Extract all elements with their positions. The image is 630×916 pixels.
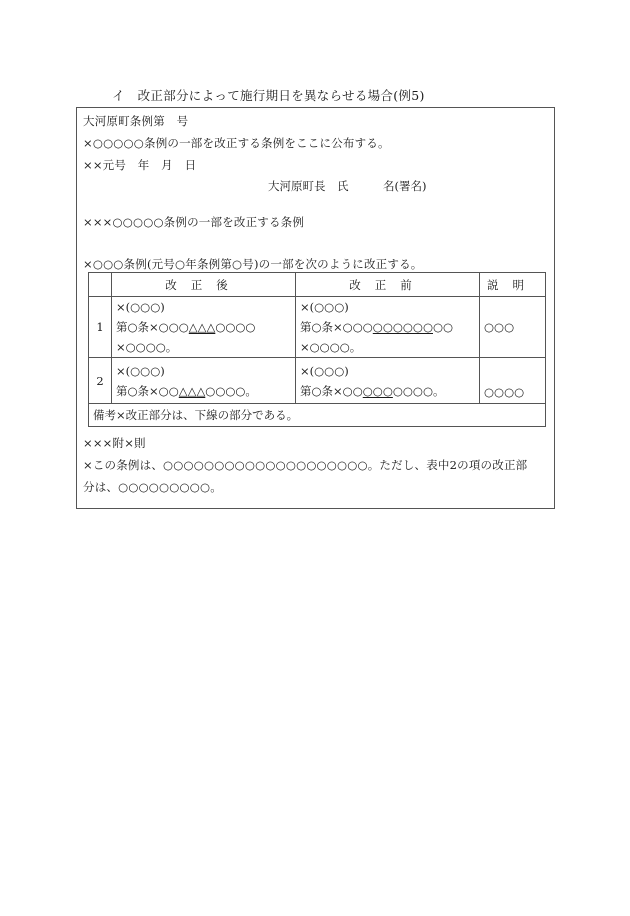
header-description: 説明 xyxy=(480,273,546,297)
after-amendment-cell xyxy=(112,297,296,358)
underlined-amended-text: △△△ xyxy=(178,383,206,398)
text-segment: ○○○○ xyxy=(215,320,256,334)
ordinance-document-box xyxy=(76,107,555,509)
row-number: 2 xyxy=(89,358,112,404)
table-note-row xyxy=(89,404,546,427)
amendment-comparison-table xyxy=(88,272,546,427)
underlined-original-text: ○○○○○○ xyxy=(372,320,433,334)
table-row xyxy=(89,358,546,404)
promulgation-date: ××元号 年 月 日 xyxy=(83,158,197,172)
table-header-row xyxy=(89,273,546,297)
before-line3: ×○○○○。 xyxy=(300,340,362,354)
row-number: 1 xyxy=(89,297,112,358)
text-segment: 第○条×○○ xyxy=(300,383,363,398)
before-line1: ×(○○○) xyxy=(300,300,349,314)
table-note: 備考×改正部分は、下線の部分である。 xyxy=(89,404,546,427)
before-amendment-cell xyxy=(296,297,480,358)
header-before-amendment: 改正前 xyxy=(296,273,480,297)
after-line3: ×○○○○。 xyxy=(116,340,178,354)
header-number xyxy=(89,273,112,297)
mayor-signature: 大河原町長 氏 名(署名) xyxy=(268,179,427,193)
header-after-amendment: 改正後 xyxy=(112,273,296,297)
text-segment: ○○○○。 xyxy=(205,383,257,398)
after-line2 xyxy=(116,381,291,401)
before-line2 xyxy=(300,317,475,337)
description-cell: ○○○ xyxy=(480,297,546,358)
ordinance-number: 大河原町条例第 号 xyxy=(83,114,189,128)
underlined-original-text: ○○○ xyxy=(362,383,393,398)
text-segment: 第○条×○○○ xyxy=(300,320,373,334)
after-line1: ×(○○○) xyxy=(116,363,165,378)
before-amendment-cell xyxy=(296,358,480,404)
ordinance-title: ×××○○○○○条例の一部を改正する条例 xyxy=(83,215,305,229)
before-line1: ×(○○○) xyxy=(300,363,349,378)
text-segment: ○○ xyxy=(433,320,454,334)
description-cell: ○○○○ xyxy=(480,358,546,404)
after-line1: ×(○○○) xyxy=(116,300,165,314)
supplementary-provision-line2: 分は、○○○○○○○○○。 xyxy=(83,480,222,494)
table-row xyxy=(89,297,546,358)
supplementary-provisions-title: ×××附×則 xyxy=(83,436,146,450)
text-segment: 第○条×○○○ xyxy=(116,320,189,334)
amendment-intro: ×○○○条例(元号○年条例第○号)の一部を次のように改正する。 xyxy=(83,257,423,271)
before-line2 xyxy=(300,381,475,401)
text-segment: 第○条×○○ xyxy=(116,383,179,398)
section-heading: イ 改正部分によって施行期日を異ならせる場合(例5) xyxy=(112,88,425,103)
promulgation-statement: ×○○○○○条例の一部を改正する条例をここに公布する。 xyxy=(83,136,390,150)
supplementary-provision-line1: ×この条例は、○○○○○○○○○○○○○○○○○○○○。ただし、表中2の項の改正部 xyxy=(83,458,528,472)
after-amendment-cell xyxy=(112,358,296,404)
after-line2 xyxy=(116,317,291,337)
text-segment: ○○○○。 xyxy=(392,383,445,398)
underlined-amended-text: △△△ xyxy=(188,320,216,334)
